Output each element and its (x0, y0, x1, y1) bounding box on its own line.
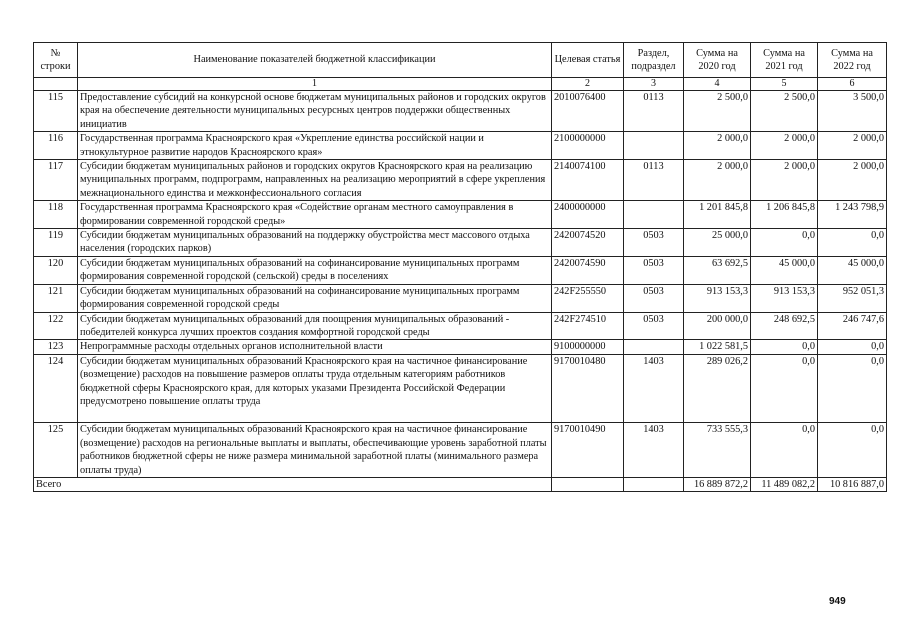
row-sum-2021: 2 000,0 (751, 132, 818, 160)
table-row (34, 312, 887, 340)
row-section (624, 340, 684, 354)
total-empty-section (624, 477, 684, 491)
page-number: 949 (829, 596, 846, 607)
row-target-code: 2420074590 (552, 256, 624, 284)
row-name: Непрограммные расходы отдельных органов исполнительной власти (78, 340, 552, 354)
total-2022: 10 816 887,0 (818, 477, 887, 491)
row-sum-2022: 0,0 (818, 229, 887, 257)
table-row (34, 340, 887, 354)
table-row (34, 256, 887, 284)
column-index: 3 (624, 78, 684, 91)
column-index: 6 (818, 78, 887, 91)
row-sum-2020: 2 000,0 (684, 132, 751, 160)
table-row (34, 423, 887, 478)
row-sum-2020: 2 500,0 (684, 91, 751, 132)
row-sum-2022: 1 243 798,9 (818, 201, 887, 229)
row-section: 0503 (624, 256, 684, 284)
row-sum-2021: 2 500,0 (751, 91, 818, 132)
row-sum-2021: 1 206 845,8 (751, 201, 818, 229)
row-section (624, 201, 684, 229)
row-name: Субсидии бюджетам муниципальных образований на софинансирование муниципальных программ формирования современной городской среды (78, 284, 552, 312)
row-number: 117 (34, 160, 78, 201)
row-target-code: 2140074100 (552, 160, 624, 201)
header-sum-2021: Сумма на 2021 год (751, 43, 818, 78)
row-name: Субсидии бюджетам муниципальных районов и городских округов Красноярского края на реализацию муниципальных программ, подпрограмм, направленных на реализацию мероприятий в сфере укрепления межнационального единства и межконфессионального согласия (78, 160, 552, 201)
row-sum-2022: 3 500,0 (818, 91, 887, 132)
row-number: 116 (34, 132, 78, 160)
row-target-code: 242F274510 (552, 312, 624, 340)
row-name: Субсидии бюджетам муниципальных образований на поддержку обустройства мест массового отдыха населения (городских парков) (78, 229, 552, 257)
budget-table (33, 42, 887, 492)
column-index-row (34, 78, 887, 91)
row-number: 124 (34, 354, 78, 423)
total-2021: 11 489 082,2 (751, 477, 818, 491)
row-sum-2020: 913 153,3 (684, 284, 751, 312)
row-target-code: 2010076400 (552, 91, 624, 132)
row-sum-2021: 913 153,3 (751, 284, 818, 312)
row-name: Субсидии бюджетам муниципальных образований для поощрения муниципальных образований - победителей конкурса лучших проектов создания комфортной городской среды (78, 312, 552, 340)
row-name: Предоставление субсидий на конкурсной основе бюджетам муниципальных районов и городских округов края на обеспечение деятельности муниципальных ресурсных центров поддержки общественных инициатив (78, 91, 552, 132)
row-section: 0113 (624, 91, 684, 132)
row-name: Субсидии бюджетам муниципальных образований Красноярского края на частичное финансирование (возмещение) расходов на повышение размеров оплаты труда отдельным категориям работников бюджетной сферы Красноярского края, для которых указами Президента Российской Федерации предусмотрено повышение оплаты труда (78, 354, 552, 423)
header-target: Целевая статья (552, 43, 624, 78)
table-header-row (34, 43, 887, 78)
row-sum-2020: 200 000,0 (684, 312, 751, 340)
row-sum-2020: 25 000,0 (684, 229, 751, 257)
column-index: 1 (78, 78, 552, 91)
row-target-code: 2420074520 (552, 229, 624, 257)
row-target-code: 9100000000 (552, 340, 624, 354)
total-row (34, 477, 887, 491)
row-sum-2022: 45 000,0 (818, 256, 887, 284)
row-sum-2020: 1 201 845,8 (684, 201, 751, 229)
row-number: 123 (34, 340, 78, 354)
row-section: 0503 (624, 284, 684, 312)
table-row (34, 354, 887, 423)
table-row (34, 132, 887, 160)
row-sum-2021: 0,0 (751, 423, 818, 478)
row-sum-2020: 289 026,2 (684, 354, 751, 423)
row-number: 115 (34, 91, 78, 132)
header-sum-2020: Сумма на 2020 год (684, 43, 751, 78)
row-name: Государственная программа Красноярского края «Содействие органам местного самоуправления в формировании современной городской среды» (78, 201, 552, 229)
row-sum-2020: 733 555,3 (684, 423, 751, 478)
row-sum-2022: 2 000,0 (818, 160, 887, 201)
table-row (34, 91, 887, 132)
row-sum-2022: 2 000,0 (818, 132, 887, 160)
row-sum-2020: 2 000,0 (684, 160, 751, 201)
row-target-code: 2100000000 (552, 132, 624, 160)
table-row (34, 284, 887, 312)
column-index: 2 (552, 78, 624, 91)
header-row-no: № строки (34, 43, 78, 78)
row-section: 0503 (624, 229, 684, 257)
row-target-code: 9170010480 (552, 354, 624, 423)
row-name: Субсидии бюджетам муниципальных образований Красноярского края на частичное финансирование (возмещение) расходов на региональные выплаты и выплаты, обеспечивающие уровень заработной платы работников бюджетной сферы не ниже размера минимальной заработной платы (минимального размера оплаты труда) (78, 423, 552, 478)
row-number: 120 (34, 256, 78, 284)
row-name: Государственная программа Красноярского края «Укрепление единства российской нации и этнокультурное развитие народов Красноярского края» (78, 132, 552, 160)
row-number: 119 (34, 229, 78, 257)
row-number: 121 (34, 284, 78, 312)
row-target-code: 9170010490 (552, 423, 624, 478)
row-section: 0113 (624, 160, 684, 201)
column-index (34, 78, 78, 91)
column-index: 4 (684, 78, 751, 91)
row-target-code: 242F255550 (552, 284, 624, 312)
column-index: 5 (751, 78, 818, 91)
row-sum-2022: 0,0 (818, 354, 887, 423)
row-sum-2022: 952 051,3 (818, 284, 887, 312)
total-2020: 16 889 872,2 (684, 477, 751, 491)
row-sum-2022: 246 747,6 (818, 312, 887, 340)
row-number: 125 (34, 423, 78, 478)
row-sum-2022: 0,0 (818, 423, 887, 478)
row-section (624, 132, 684, 160)
row-sum-2021: 0,0 (751, 354, 818, 423)
total-label: Всего (34, 477, 552, 491)
row-section: 0503 (624, 312, 684, 340)
row-sum-2020: 1 022 581,5 (684, 340, 751, 354)
row-sum-2021: 248 692,5 (751, 312, 818, 340)
row-sum-2021: 0,0 (751, 229, 818, 257)
row-target-code: 2400000000 (552, 201, 624, 229)
row-number: 122 (34, 312, 78, 340)
row-section: 1403 (624, 423, 684, 478)
header-name: Наименование показателей бюджетной классификации (78, 43, 552, 78)
header-section: Раздел, подраздел (624, 43, 684, 78)
header-sum-2022: Сумма на 2022 год (818, 43, 887, 78)
table-row (34, 160, 887, 201)
total-empty-code (552, 477, 624, 491)
document-page (33, 42, 884, 492)
row-sum-2021: 2 000,0 (751, 160, 818, 201)
row-number: 118 (34, 201, 78, 229)
table-row (34, 201, 887, 229)
row-sum-2021: 0,0 (751, 340, 818, 354)
table-body (34, 91, 887, 478)
row-sum-2020: 63 692,5 (684, 256, 751, 284)
table-row (34, 229, 887, 257)
row-sum-2021: 45 000,0 (751, 256, 818, 284)
row-sum-2022: 0,0 (818, 340, 887, 354)
row-name: Субсидии бюджетам муниципальных образований на софинансирование муниципальных программ формирования современной городской (сельской) среды в поселениях (78, 256, 552, 284)
row-section: 1403 (624, 354, 684, 423)
